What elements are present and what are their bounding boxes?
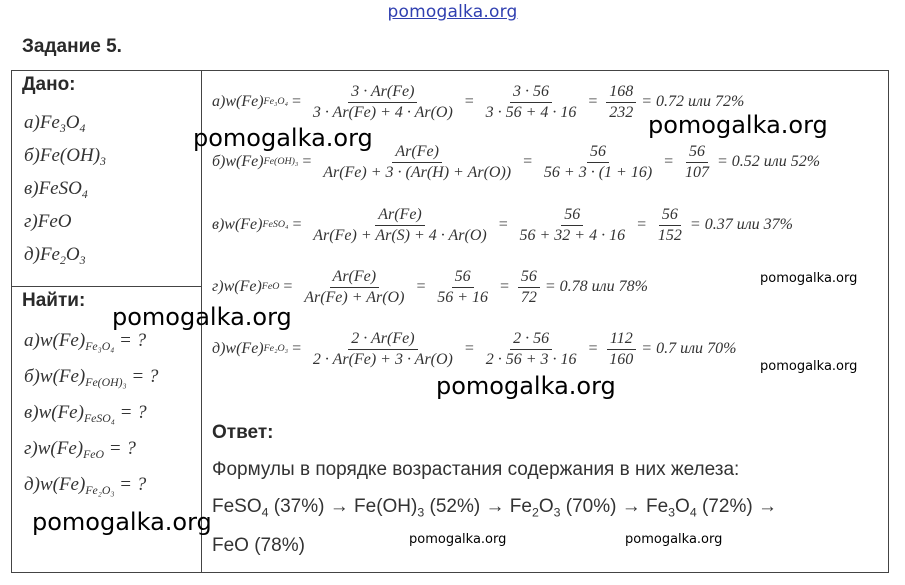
watermark: pomogalka.org bbox=[760, 359, 858, 374]
given-heading: Дано: bbox=[22, 74, 76, 95]
given-item: г)FeO bbox=[24, 211, 72, 232]
find-item: $г)w(Fe)_{FeO}$ = ? bbox=[24, 438, 136, 462]
numeric-fraction: $\frac{3 \cdot 56}{3 \cdot 56 + 4 \cdot 16}$ bbox=[485, 82, 577, 121]
simplified-fraction: $\frac{56}{72}$ bbox=[518, 268, 540, 307]
watermark: pomogalka.org bbox=[32, 508, 212, 536]
formula-fraction: $\frac{Ar(Fe)}{Ar(Fe) + Ar(S) + 4 \cdot Ar(O)}$ bbox=[313, 205, 487, 244]
given-item: $б)Fe(OH)_3$ bbox=[24, 145, 106, 169]
simplified-fraction: $\frac{56}{152}$ bbox=[657, 205, 682, 244]
simplified-fraction: $\frac{168}{232}$ bbox=[606, 83, 636, 122]
simplified-fraction: $\frac{56}{107}$ bbox=[684, 142, 709, 181]
answer-text: Формулы в порядке возрастания содержания в них железа: bbox=[212, 459, 740, 480]
formula-fraction: $\frac{Ar(Fe)}{Ar(Fe) + Ar(O)}$ bbox=[304, 267, 405, 306]
answer-chain: FeSO$_4$ $(37\%) \to Fe(OH)_3$ $(52\%) \to Fe_2O_3$ $(70\%) \to Fe_3O_4$ (72%) → bbox=[212, 496, 777, 520]
find-item: $в)w(Fe)_{FeSO_4}$ = ? bbox=[24, 402, 147, 426]
solution-row: в)w(Fe) FeSO₄ = $\frac{Ar(Fe)}{Ar(Fe) + Ar(S) + 4 \cdot Ar(O)}$ = $\frac{56}{56 + 32 + 4 \cdot 16}$ = $\frac{56}{152}$ = 0.37 или 37% bbox=[212, 205, 793, 244]
numeric-fraction: $\frac{56}{56 + 32 + 4 \cdot 16}$ bbox=[519, 205, 626, 244]
solution-row: г)w(Fe) FeO = $\frac{Ar(Fe)}{Ar(Fe) + Ar(O)}$ = $\frac{56}{56 + 16}$ = $\frac{56}{72}$ = 0.78 или 78% bbox=[212, 267, 648, 306]
formula-fraction: $\frac{Ar(Fe)}{Ar(Fe) + 3 \cdot (Ar(H) + Ar(O))}$ bbox=[323, 142, 512, 181]
find-item: $б)w(Fe)_{Fe(OH)_3}$ = ? bbox=[24, 366, 159, 390]
formula-fraction: $\frac{3 \cdot Ar(Fe)}{3 \cdot Ar(Fe) + 4 \cdot Ar(O)}$ bbox=[312, 82, 453, 121]
numeric-fraction: $\frac{56}{56 + 3 \cdot (1 + 16)}$ bbox=[543, 142, 653, 181]
solution-row: б)w(Fe) Fe(OH)₃ = $\frac{Ar(Fe)}{Ar(Fe) + 3 \cdot (Ar(H) + Ar(O))}$ = $\frac{56}{56 + 3 \cdot (1 + 16)}$ = $\frac{56}{107}$ = 0.52 или 52% bbox=[212, 142, 821, 181]
formula-fraction: $\frac{2 \cdot Ar(Fe)}{2 \cdot Ar(Fe) + 3 \cdot Ar(O)}$ bbox=[312, 329, 453, 368]
watermark: pomogalka.org bbox=[112, 303, 292, 331]
solution-row: д)w(Fe) Fe₂O₃ = $\frac{2 \cdot Ar(Fe)}{2 \cdot Ar(Fe) + 3 \cdot Ar(O)}$ = $\frac{2 \cdot 56}{2 \cdot 56 + 3 \cdot 16}$ = $\frac{112}{160}$ = 0.7 или 70% bbox=[212, 329, 737, 368]
answer-chain-end: FeO (78%) bbox=[212, 535, 305, 556]
find-heading: Найти: bbox=[22, 290, 86, 311]
find-item: $а)w(Fe)_{Fe_3O_4}$ = ? bbox=[24, 330, 147, 354]
find-item: $д)w(Fe)_{Fe_2O_3}$ = ? bbox=[24, 474, 147, 498]
simplified-fraction: $\frac{112}{160}$ bbox=[606, 330, 636, 369]
given-item: в)FeSO$_4$ bbox=[24, 178, 88, 202]
given-find-divider bbox=[11, 286, 202, 287]
site-link[interactable]: pomogalka.org bbox=[387, 2, 518, 22]
task-title: Задание 5. bbox=[22, 36, 122, 57]
numeric-fraction: $\frac{2 \cdot 56}{2 \cdot 56 + 3 \cdot 16}$ bbox=[485, 329, 577, 368]
given-item: $а)Fe_3O_4$ bbox=[24, 112, 86, 136]
given-item: $д)Fe_2O_3$ bbox=[24, 244, 86, 268]
numeric-fraction: $\frac{56}{56 + 16}$ bbox=[437, 267, 489, 306]
watermark: pomogalka.org bbox=[193, 124, 373, 152]
watermark: pomogalka.org bbox=[409, 532, 507, 547]
watermark: pomogalka.org bbox=[625, 532, 723, 547]
solution-row: а)w(Fe) Fe₃O₄ = $\frac{3 \cdot Ar(Fe)}{3 \cdot Ar(Fe) + 4 \cdot Ar(O)}$ = $\frac{3 \cdot 56}{3 \cdot 56 + 4 \cdot 16}$ = $\frac{168}{232}$ = 0.72 или 72% bbox=[212, 82, 745, 121]
answer-heading: Ответ: bbox=[212, 422, 274, 443]
watermark: pomogalka.org bbox=[648, 111, 828, 139]
watermark: pomogalka.org bbox=[760, 271, 858, 286]
watermark: pomogalka.org bbox=[436, 372, 616, 400]
